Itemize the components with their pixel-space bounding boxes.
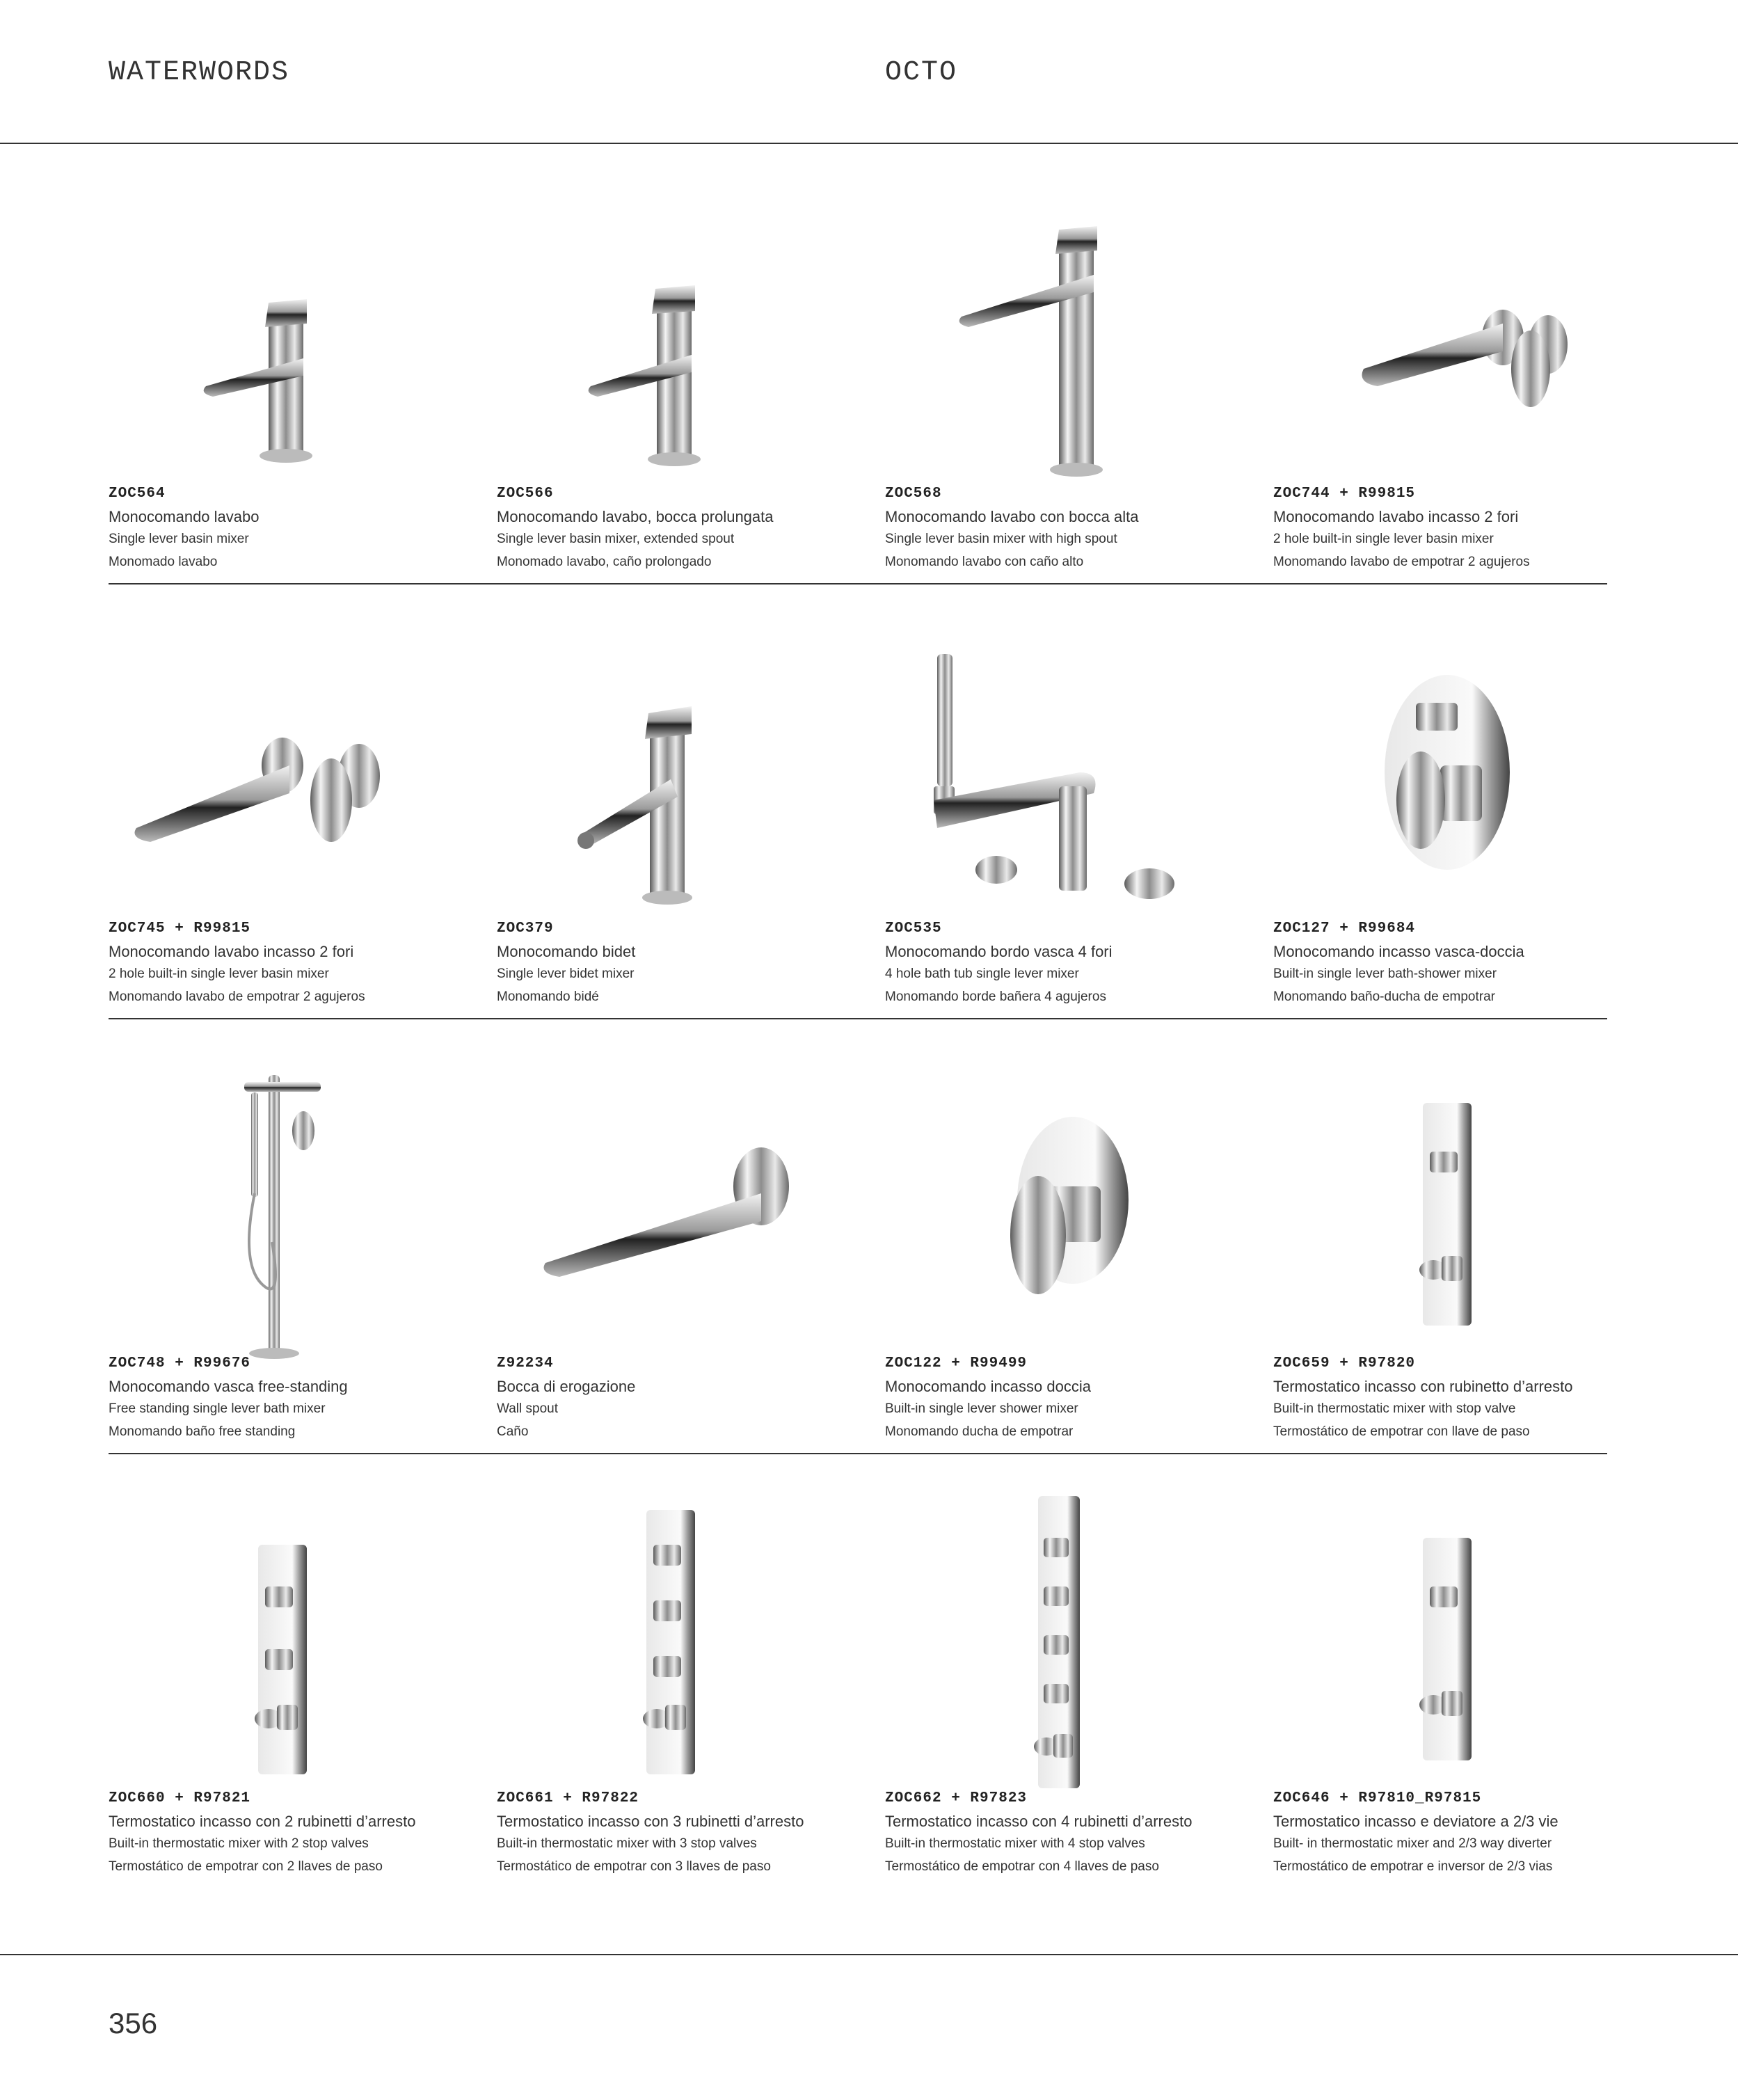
row-divider [109,1453,1607,1454]
product-name-it: Termostatico incasso con 4 rubinetti d’arresto [885,1813,1193,1830]
product-name-en: Built-in thermostatic mixer with stop valve [1273,1401,1516,1416]
product-name-en: 2 hole built-in single lever basin mixer [1273,532,1494,546]
row-divider [109,583,1607,584]
product-code: ZOC122 + R99499 [885,1355,1028,1371]
product-name-es: Monomando lavabo de empotrar 2 agujeros [109,989,365,1004]
product-name-es: Monomando lavabo de empotrar 2 agujeros [1273,555,1530,569]
product-name-it: Monocomando lavabo, bocca prolungata [497,508,774,525]
product-name-es: Termostático de empotrar con llave de paso [1273,1424,1530,1439]
product-code: ZOC660 + R97821 [109,1790,251,1806]
bath-shower-mixer-icon [1259,619,1635,925]
product-name-it: Bocca di erogazione [497,1378,636,1395]
product-name-es: Termostático de empotrar con 2 llaves de paso [109,1859,383,1874]
product-code: ZOC748 + R99676 [109,1355,251,1371]
product-name-en: Built-in thermostatic mixer with 4 stop valves [885,1836,1145,1851]
page-number: 356 [109,2007,158,2039]
product-name-it: Monocomando lavabo incasso 2 fori [109,943,354,960]
basin-mixer-high-icon [871,184,1247,491]
product-name-en: Single lever basin mixer, extended spout [497,532,735,546]
wall-basin-mixer-icon [1259,184,1635,491]
product-code: ZOC564 [109,486,166,502]
product-code: ZOC662 + R97823 [885,1790,1028,1806]
basin-mixer-icon [95,184,470,491]
product-name-it: Monocomando lavabo incasso 2 fori [1273,508,1519,525]
footer-divider [0,1954,1738,1955]
product-name-en: Built-in single lever bath-shower mixer [1273,967,1497,981]
product-name-it: Monocomando incasso vasca-doccia [1273,943,1524,960]
product-name-it: Termostatico incasso con 3 rubinetti d’arresto [497,1813,804,1830]
product-name-en: Single lever basin mixer with high spout [885,532,1117,546]
thermostatic-diverter-icon [1259,1489,1635,1795]
bath-rim-mixer-icon [871,619,1247,925]
product-name-it: Monocomando lavabo con bocca alta [885,508,1139,525]
product-name-en: Built-in thermostatic mixer with 3 stop valves [497,1836,757,1851]
product-name-es: Termostático de empotrar con 4 llaves de paso [885,1859,1159,1874]
bidet-mixer-icon [483,619,859,925]
product-code: ZOC659 + R97820 [1273,1355,1416,1371]
product-code: ZOC568 [885,486,942,502]
product-name-es: Monomando baño free standing [109,1424,296,1439]
product-name-es: Monomado lavabo [109,555,218,569]
product-name-es: Monomando bidé [497,989,599,1004]
row-divider [109,1018,1607,1019]
wall-basin-mixer-long-icon [95,619,470,925]
product-name-it: Monocomando bidet [497,943,636,960]
product-name-it: Termostatico incasso con rubinetto d’arresto [1273,1378,1573,1395]
product-name-en: Single lever bidet mixer [497,967,635,981]
thermostatic-2-valves-icon [95,1489,470,1795]
brand-title: WATERWORDS [109,57,290,88]
product-code: ZOC744 + R99815 [1273,486,1416,502]
product-name-it: Monocomando vasca free-standing [109,1378,348,1395]
basin-mixer-extended-icon [483,184,859,491]
thermostatic-1-valve-icon [1259,1054,1635,1360]
product-name-es: Termostático de empotrar con 3 llaves de paso [497,1859,771,1874]
product-name-it: Monocomando bordo vasca 4 fori [885,943,1113,960]
product-name-en: Built- in thermostatic mixer and 2/3 way diverter [1273,1836,1552,1851]
product-name-es: Termostático de empotrar e inversor de 2/3 vias [1273,1859,1553,1874]
product-name-es: Monomando borde bañera 4 agujeros [885,989,1106,1004]
header-divider [0,143,1738,144]
product-name-it: Monocomando incasso doccia [885,1378,1091,1395]
product-code: ZOC379 [497,921,554,937]
product-code: ZOC661 + R97822 [497,1790,639,1806]
product-name-en: 4 hole bath tub single lever mixer [885,967,1079,981]
thermostatic-4-valves-icon [871,1489,1247,1795]
product-name-it: Monocomando lavabo [109,508,260,525]
product-name-en: Single lever basin mixer [109,532,249,546]
product-name-es: Monomando baño-ducha de empotrar [1273,989,1495,1004]
product-name-en: Wall spout [497,1401,558,1416]
wall-spout-icon [483,1054,859,1360]
thermostatic-3-valves-icon [483,1489,859,1795]
product-name-en: 2 hole built-in single lever basin mixer [109,967,329,981]
product-name-en: Built-in single lever shower mixer [885,1401,1078,1416]
product-name-it: Termostatico incasso con 2 rubinetti d’arresto [109,1813,416,1830]
product-code: ZOC127 + R99684 [1273,921,1416,937]
product-name-en: Built-in thermostatic mixer with 2 stop valves [109,1836,369,1851]
product-name-it: Termostatico incasso e deviatore a 2/3 vie [1273,1813,1558,1830]
freestanding-bath-mixer-icon [95,1054,470,1360]
product-name-es: Caño [497,1424,529,1439]
product-name-es: Monomado lavabo, caño prolongado [497,555,712,569]
product-code: ZOC745 + R99815 [109,921,251,937]
product-name-es: Monomando ducha de empotrar [885,1424,1074,1439]
collection-title: OCTO [885,57,958,88]
product-name-es: Monomando lavabo con caño alto [885,555,1084,569]
product-code: ZOC535 [885,921,942,937]
shower-mixer-icon [871,1054,1247,1360]
product-code: Z92234 [497,1355,554,1371]
product-code: ZOC566 [497,486,554,502]
product-name-en: Free standing single lever bath mixer [109,1401,326,1416]
product-code: ZOC646 + R97810_R97815 [1273,1790,1482,1806]
